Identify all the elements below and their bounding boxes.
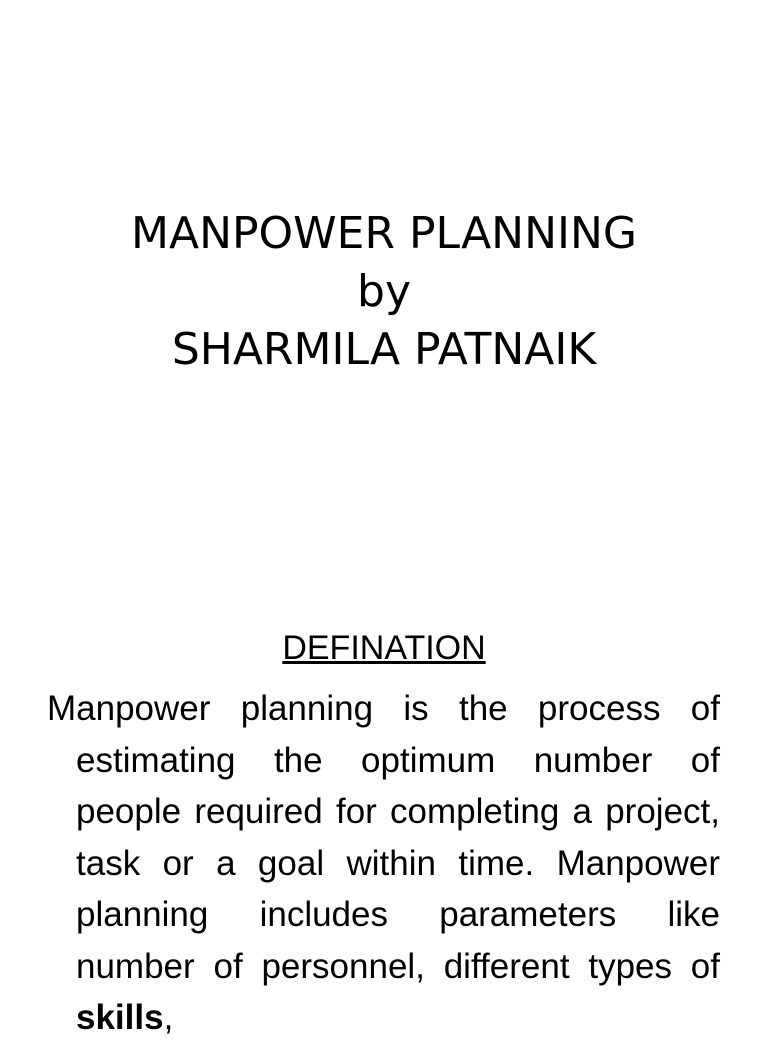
- definition-text-end: ,: [163, 998, 174, 1037]
- title-by: by: [357, 266, 411, 317]
- title-author: SHARMILA PATNAIK: [171, 324, 597, 375]
- definition-bold-term: skills: [76, 998, 164, 1037]
- definition-text: Manpower planning is the process of estimating the optimum number of people required for completing a project, task or a goal within time. Manpower planning includes parameters like number of personnel, different types of: [47, 689, 720, 986]
- presentation-title: [0, 205, 768, 379]
- definition-paragraph: [47, 683, 720, 1044]
- title-main: MANPOWER PLANNING: [131, 208, 637, 259]
- definition-heading: DEFINATION: [282, 629, 486, 667]
